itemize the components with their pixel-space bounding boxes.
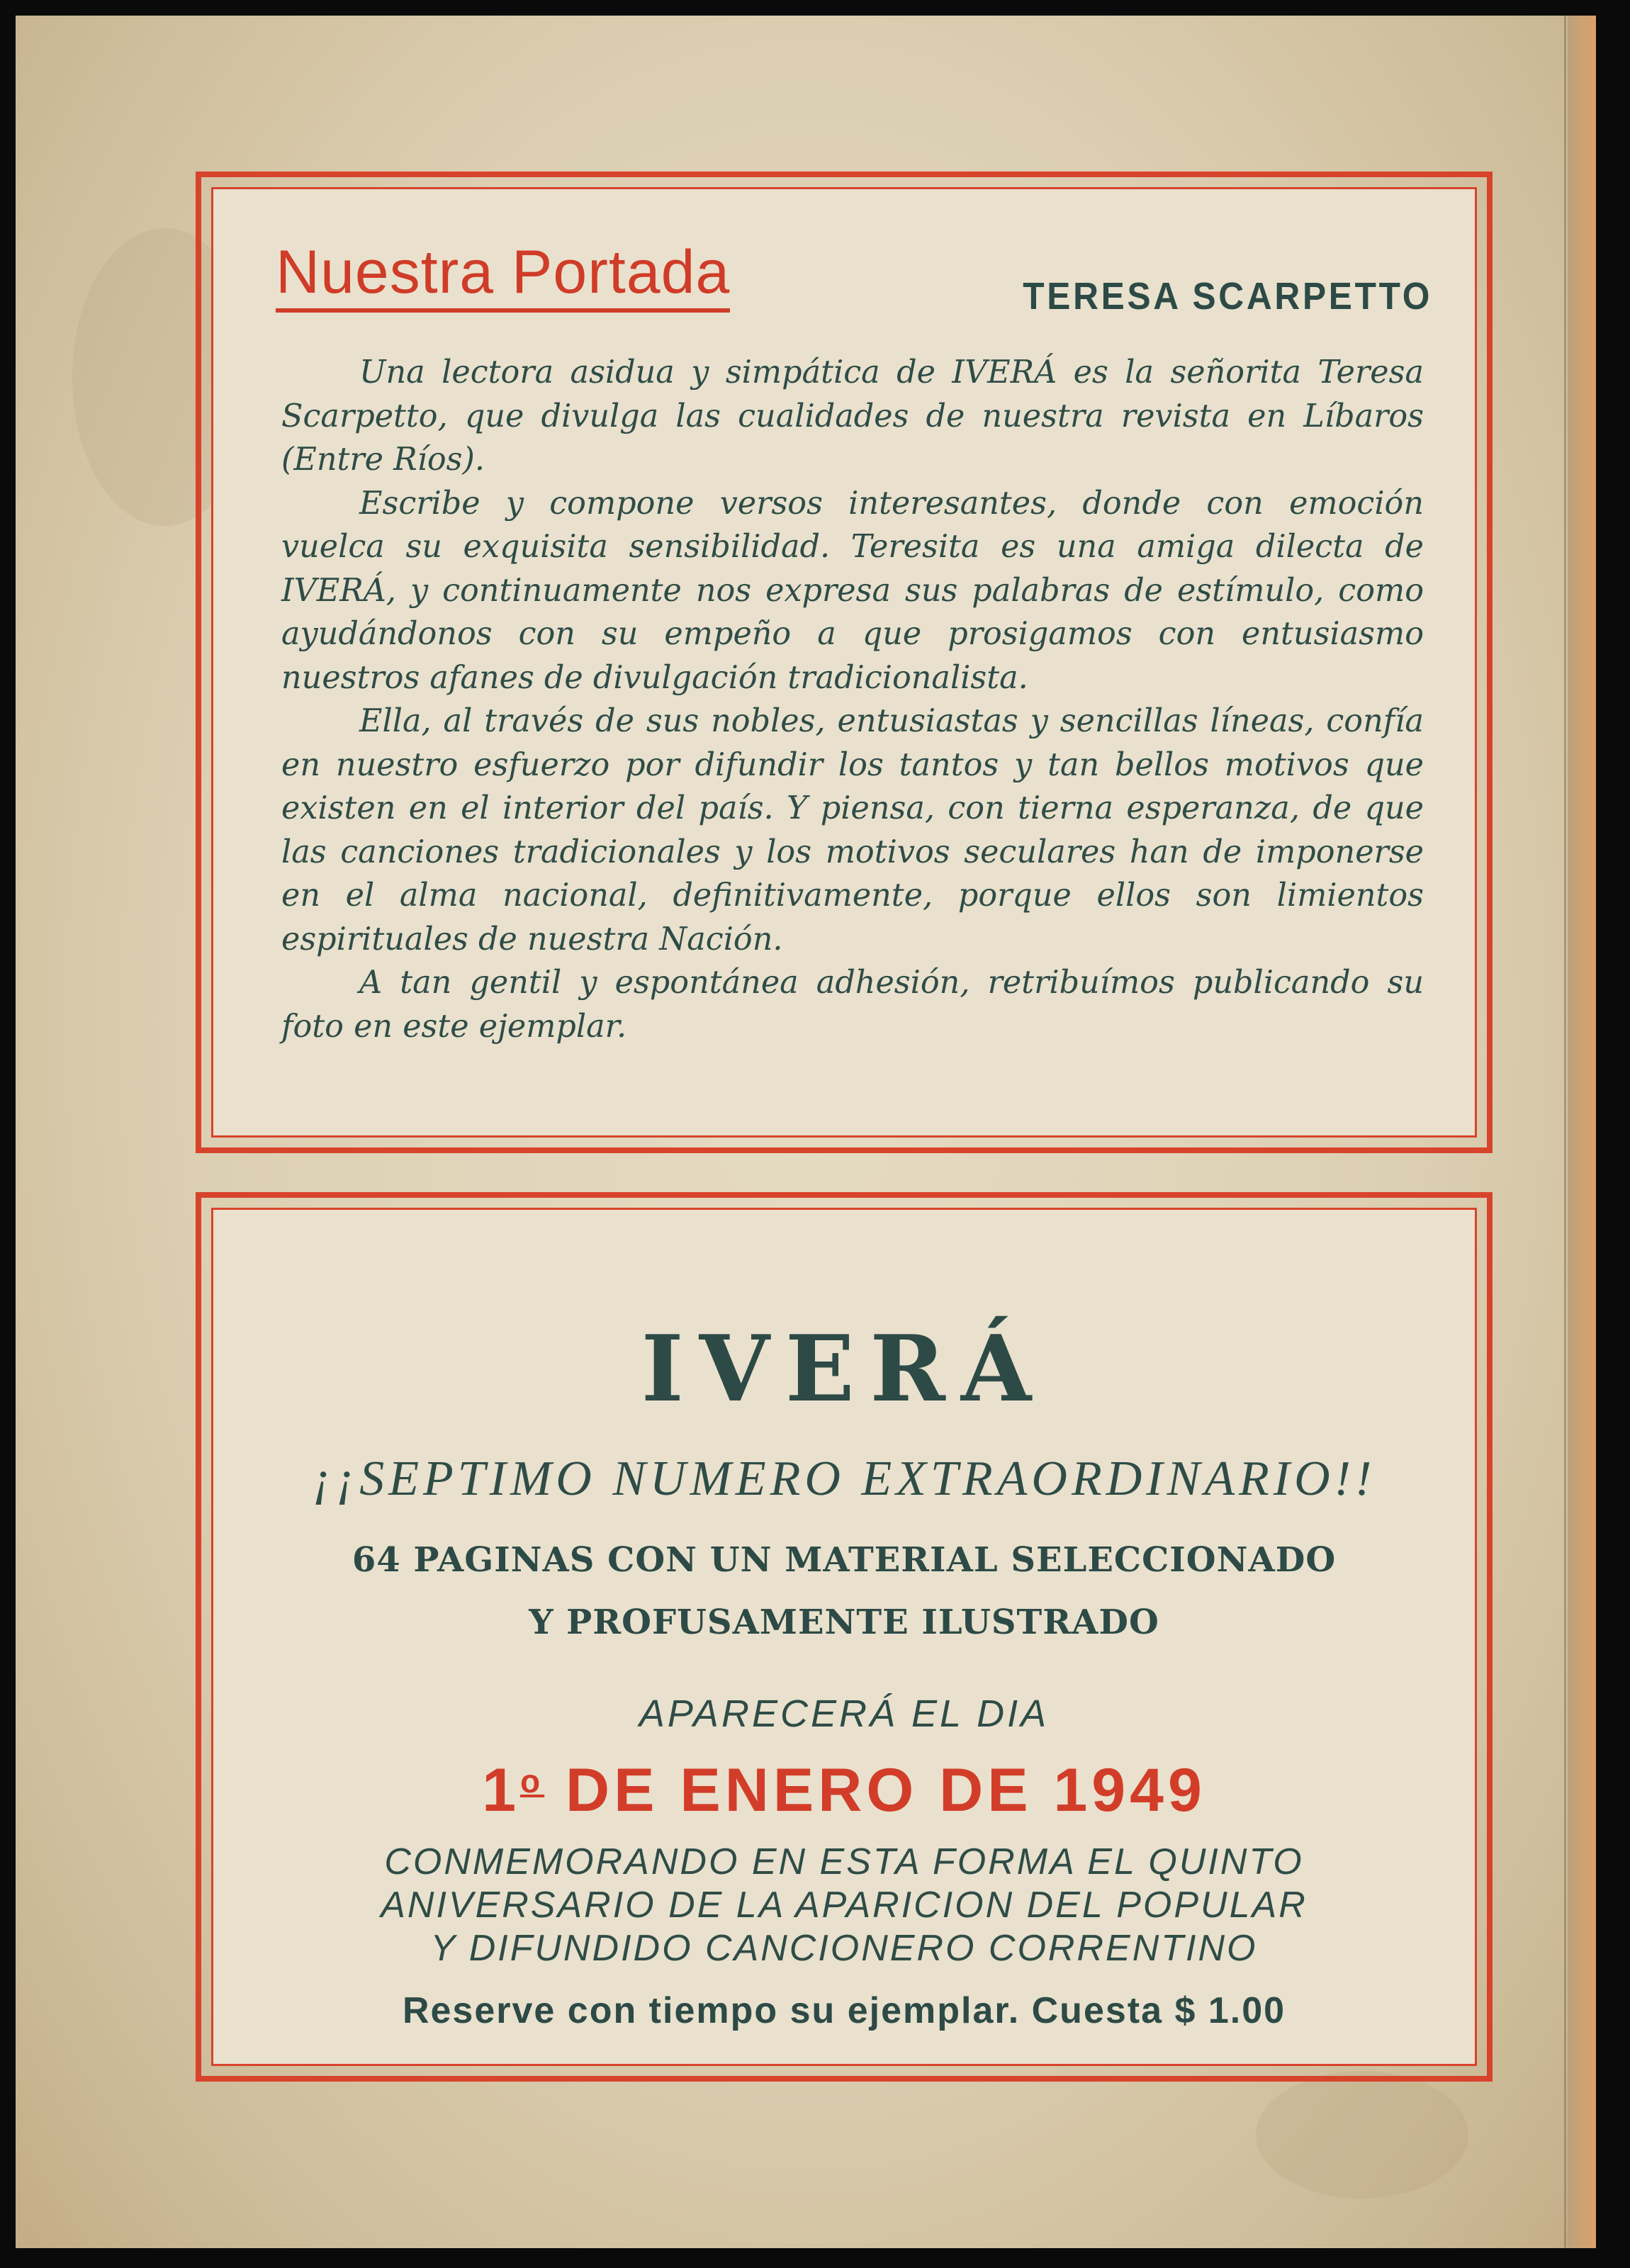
spine-fold-line	[1564, 16, 1566, 2248]
announcement-date-ordinal: o	[520, 1763, 545, 1800]
announcement-appears-label: APARECERÁ EL DIA	[639, 1692, 1050, 1735]
portada-paragraph-3: Ella, al través de sus nobles, entusiastas y sencillas líneas, confía en nuestro esfuerzo por difundir los tantos y tan bellos motivos que existen en el interior del país. Y piensa, con tierna esperanza, de que las canciones tradicionales y los motivos seculares han de imponerse en el alma nacional, definitivamente, porque ellos son limientos espirituales de nuestra Nación.	[281, 703, 1424, 958]
announcement-pages-line-1: 64 PAGINAS CON UN MATERIAL SELECCIONADO	[352, 1540, 1337, 1580]
announcement-box-inner	[211, 1208, 1477, 2066]
portada-box-inner	[211, 187, 1477, 1138]
announcement-pages-line-2: Y PROFUSAMENTE ILUSTRADO	[529, 1602, 1159, 1642]
portada-paragraph-1: Una lectora asidua y simpática de IVERÁ es la señorita Teresa Scarpetto, que divulga las cualidades de nuestra revista en Líbaros (Entre Ríos).	[281, 354, 1424, 478]
announcement-commemoration-line-1: CONMEMORANDO EN ESTA FORMA EL QUINTO	[384, 1841, 1304, 1882]
announcement-commemoration	[213, 1841, 1475, 1970]
announcement-price: Reserve con tiempo su ejemplar. Cuesta $ 1.00	[402, 1990, 1286, 2031]
announcement-date-day: 1	[482, 1756, 521, 1824]
paper-stain	[1256, 2071, 1468, 2199]
magazine-page	[16, 16, 1596, 2248]
portada-paragraph-4: A tan gentil y espontánea adhesión, retribuímos publicando su foto en este ejemplar.	[281, 965, 1424, 1045]
announcement-date	[213, 1756, 1475, 1826]
spine-edge	[1568, 16, 1596, 2248]
portada-heading: Nuestra Portada	[276, 240, 730, 313]
announcement-date-rest: DE ENERO DE 1949	[544, 1756, 1206, 1824]
announcement-pages	[213, 1529, 1475, 1654]
portada-box	[196, 172, 1493, 1153]
portada-name: TERESA SCARPETTO	[1023, 275, 1432, 318]
announcement-box	[196, 1192, 1493, 2082]
portada-body	[281, 351, 1424, 1048]
portada-paragraph-2: Escribe y compone versos interesantes, donde con emoción vuelca su exquisita sensibilidad. Teresita es una amiga dilecta de IVERÁ, y continuamente nos expresa sus palabras de estímulo, como ayudándonos con su empeño a que prosigamos con entusiasmo nuestros afanes de divulgación tradicionalista.	[281, 485, 1424, 696]
announcement-subtitle: ¡¡SEPTIMO NUMERO EXTRAORDINARIO!!	[312, 1452, 1376, 1506]
announcement-title: IVERÁ	[641, 1316, 1047, 1422]
announcement-commemoration-line-3: Y DIFUNDIDO CANCIONERO CORRENTINO	[430, 1928, 1258, 1969]
announcement-commemoration-line-2: ANIVERSARIO DE LA APARICION DEL POPULAR	[381, 1885, 1308, 1926]
